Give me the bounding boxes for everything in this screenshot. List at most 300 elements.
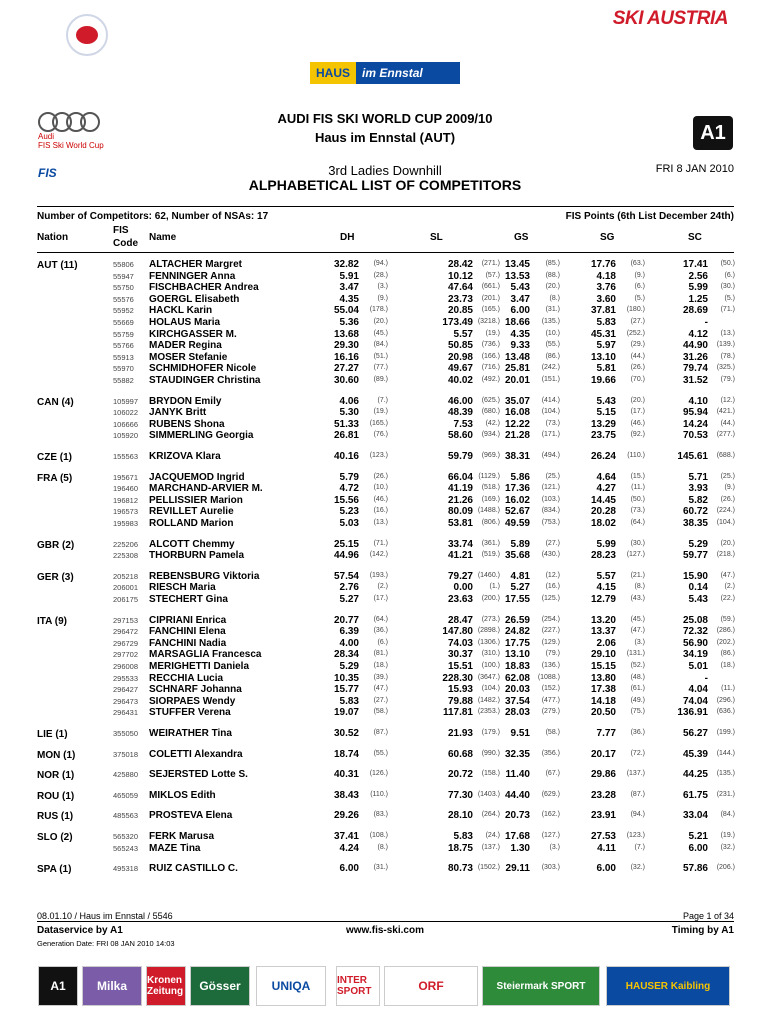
fis-points-rank: (64.) xyxy=(630,519,645,526)
fis-points-value: 5.43 xyxy=(688,594,708,605)
fis-points-value: 34.19 xyxy=(682,649,708,661)
fis-points-rank: (45.) xyxy=(373,329,388,337)
fis-points-rank: (27.) xyxy=(545,539,560,547)
fis-points-value: 27.53 xyxy=(590,831,616,842)
fis-points-value: 17.76 xyxy=(590,259,616,270)
nation-label: RUS (1) xyxy=(37,811,74,823)
fis-points-rank: (11.) xyxy=(721,685,735,693)
competitor-name: ALTACHER Margret xyxy=(149,259,242,270)
competitor-name: COLETTI Alexandra xyxy=(149,748,243,760)
fis-points-value: 5.15 xyxy=(596,407,616,419)
competitor-name: BRYDON Emily xyxy=(149,395,222,407)
fis-points-rank: (162.) xyxy=(541,811,560,819)
fis-points-value: 95.94 xyxy=(682,407,708,419)
document-title: ALPHABETICAL LIST OF COMPETITORS xyxy=(248,177,522,193)
fis-points-rank: (144.) xyxy=(716,749,735,757)
fis-points-rank: (27.) xyxy=(373,696,388,704)
fis-code: 55952 xyxy=(113,306,134,316)
fis-points-value: 15.56 xyxy=(333,494,359,506)
fis-code: 55576 xyxy=(113,294,134,304)
fis-points-rank: (8.) xyxy=(634,583,645,591)
fis-points-rank: (5.) xyxy=(634,294,645,302)
fis-points-value: - xyxy=(704,672,708,684)
fis-points-value: 14.45 xyxy=(590,494,616,506)
fis-points-rank: (166.) xyxy=(481,352,500,360)
competitor-name: FENNINGER Anna xyxy=(149,270,236,282)
fis-points-value: 57.86 xyxy=(682,863,708,875)
fis-points-value: 0.14 xyxy=(688,582,708,594)
fis-points-rank: (94.) xyxy=(373,260,388,267)
fis-points-rank: (142.) xyxy=(369,551,388,559)
fis-points-rank: (84.) xyxy=(720,811,735,819)
fis-points-rank: (10.) xyxy=(545,329,560,337)
fis-points-value: 13.20 xyxy=(590,614,616,626)
fis-points-rank: (430.) xyxy=(541,551,560,559)
fis-points-rank: (32.) xyxy=(720,843,735,851)
fis-points-value: 37.41 xyxy=(333,831,359,842)
fis-points-value: 26.59 xyxy=(504,614,530,626)
fis-code: 55947 xyxy=(113,271,134,281)
fis-points-rank: (55.) xyxy=(545,341,560,349)
website-link[interactable]: www.fis-ski.com xyxy=(346,925,424,936)
fis-points-value: 79.74 xyxy=(682,363,708,375)
fis-points-value: 44.25 xyxy=(682,769,708,781)
fis-points-rank: (277.) xyxy=(716,431,735,439)
fis-points-value: 30.52 xyxy=(333,728,359,739)
competitor-name: THORBURN Pamela xyxy=(149,550,245,562)
competitor-name: JACQUEMOD Ingrid xyxy=(149,471,245,483)
competitors-count: Number of Competitors: 62, Number of NSAs: 17 xyxy=(37,211,269,222)
fis-points-rank: (629.) xyxy=(541,790,560,798)
fis-points-rank: (85.) xyxy=(545,260,560,267)
fis-points-rank: (88.) xyxy=(545,271,560,279)
fis-points-rank: (11.) xyxy=(631,484,645,492)
fis-points-rank: (6.) xyxy=(724,271,735,279)
fis-points-rank: (123.) xyxy=(626,832,645,839)
fis-points-rank: (49.) xyxy=(630,696,645,704)
fis-points-rank: (625.) xyxy=(481,396,500,404)
fis-points-value: 13.68 xyxy=(333,328,359,340)
fis-points-value: 19.07 xyxy=(333,707,359,719)
fis-points-rank: (103.) xyxy=(541,495,560,503)
competitor-name: SCHNARF Johanna xyxy=(149,684,242,696)
fis-points-value: 3.76 xyxy=(596,282,616,294)
competitor-name: KRIZOVA Klara xyxy=(149,451,221,462)
fis-points-rank: (5.) xyxy=(724,294,735,302)
fis-points-value: 49.67 xyxy=(447,363,473,375)
fis-points-value: 66.04 xyxy=(447,471,473,483)
competitor-name: STAUDINGER Christina xyxy=(149,375,261,386)
competitor-name: REBENSBURG Viktoria xyxy=(149,570,260,582)
fis-points-value: 5.82 xyxy=(688,494,708,506)
nation-label: ROU (1) xyxy=(37,790,75,802)
fis-points-value: 5.43 xyxy=(510,282,530,294)
competitor-name: SIMMERLING Georgia xyxy=(149,430,254,442)
nation-label: FRA (5) xyxy=(37,472,73,484)
fis-points-value: 51.33 xyxy=(333,418,359,430)
fis-points-rank: (26.) xyxy=(373,472,388,480)
fis-points-value: 4.35 xyxy=(339,293,359,305)
fis-points-value: 5.21 xyxy=(688,831,708,842)
competitor-name: MARCHAND-ARVIER M. xyxy=(149,483,263,495)
fis-points-rank: (77.) xyxy=(373,364,388,372)
fis-points-value: 28.34 xyxy=(333,649,359,661)
fis-points-value: 20.72 xyxy=(447,769,473,781)
fis-points-value: 28.47 xyxy=(447,614,473,626)
competitor-name: MIKLOS Edith xyxy=(149,789,216,801)
fis-points-value: 6.00 xyxy=(596,863,616,875)
fis-points-rank: (254.) xyxy=(541,615,560,623)
fis-points-rank: (199.) xyxy=(716,729,735,736)
fis-points-value: 28.69 xyxy=(682,305,708,317)
competitor-name: MERIGHETTI Daniela xyxy=(149,661,250,672)
fis-points-value: 3.60 xyxy=(596,293,616,305)
fis-points-value: 60.68 xyxy=(447,748,473,760)
fis-points-rank: (19.) xyxy=(485,329,500,337)
fis-points-value: 32.82 xyxy=(333,259,359,270)
fis-points-value: 9.51 xyxy=(510,728,530,739)
nation-label: SLO (2) xyxy=(37,832,73,843)
fis-points-value: 23.63 xyxy=(447,594,473,605)
event-location: Haus im Ennstal (AUT) xyxy=(314,130,456,145)
fis-points-value: 5.99 xyxy=(688,282,708,294)
fis-points-rank: (27.) xyxy=(630,318,645,325)
fis-points-rank: (201.) xyxy=(481,294,500,302)
fis-points-rank: (55.) xyxy=(373,749,388,757)
fis-points-value: 1.25 xyxy=(688,293,708,305)
fis-points-value: 17.36 xyxy=(504,483,530,495)
fis-points-rank: (227.) xyxy=(541,627,560,635)
fis-points-rank: (46.) xyxy=(630,419,645,427)
fis-points-rank: (136.) xyxy=(541,662,560,669)
fis-points-rank: (139.) xyxy=(716,341,735,349)
fis-points-rank: (2898.) xyxy=(477,627,500,635)
fis-points-value: 18.83 xyxy=(504,661,530,672)
fis-points-value: 20.28 xyxy=(590,506,616,518)
fis-points-value: 28.03 xyxy=(504,707,530,719)
fis-points-value: 4.35 xyxy=(510,328,530,340)
fis-points-value: 13.10 xyxy=(590,351,616,363)
fis-points-value: 2.06 xyxy=(596,637,616,649)
fis-points-rank: (252.) xyxy=(626,329,645,337)
fis-points-rank: (81.) xyxy=(373,650,388,658)
sponsor-logo: A1 xyxy=(38,966,78,1006)
fis-points-value: 41.21 xyxy=(447,550,473,562)
fis-points-value: 4.00 xyxy=(339,637,359,649)
fis-points-value: 20.01 xyxy=(504,375,530,386)
fis-points-value: 17.55 xyxy=(504,594,530,605)
fis-points-rank: (30.) xyxy=(630,539,645,547)
fis-points-rank: (421.) xyxy=(716,408,735,416)
fis-points-value: 136.91 xyxy=(677,707,708,719)
competitor-name: ROLLAND Marion xyxy=(149,518,234,529)
competitor-name: RIESCH Maria xyxy=(149,582,216,594)
fis-points-rank: (104.) xyxy=(541,408,560,416)
competitor-name: SCHMIDHOFER Nicole xyxy=(149,363,257,375)
fis-points-rank: (63.) xyxy=(630,260,645,267)
fis-points-rank: (104.) xyxy=(716,519,735,526)
fis-points-rank: (137.) xyxy=(481,843,500,851)
sponsor-logo: ORF xyxy=(384,966,478,1006)
fis-points-rank: (25.) xyxy=(720,472,735,480)
fis-points-rank: (18.) xyxy=(373,662,388,669)
fis-code: 196460 xyxy=(113,484,139,494)
fis-points-rank: (70.) xyxy=(630,376,645,383)
fis-code: 296431 xyxy=(113,708,139,718)
fis-code: 565320 xyxy=(113,832,139,841)
fis-points-rank: (100.) xyxy=(481,662,500,669)
col-gs: GS xyxy=(514,232,529,243)
fis-points-rank: (28.) xyxy=(373,271,388,279)
competitor-name: MARSAGLIA Francesca xyxy=(149,649,262,661)
fis-points-rank: (169.) xyxy=(481,495,500,503)
fis-points-rank: (2353.) xyxy=(477,708,500,716)
fis-points-rank: (50.) xyxy=(630,495,645,503)
fis-points-rank: (716.) xyxy=(481,364,500,372)
fis-points-value: 55.04 xyxy=(333,305,359,317)
fis-points-value: 37.81 xyxy=(590,305,616,317)
competitor-name: SIORPAES Wendy xyxy=(149,695,236,707)
fis-points-value: 4.72 xyxy=(339,483,359,495)
fis-points-rank: (21.) xyxy=(630,571,645,579)
fis-points-value: 13.29 xyxy=(590,418,616,430)
fis-points-value: 45.39 xyxy=(682,748,708,760)
fis-points-rank: (303.) xyxy=(541,864,560,872)
fis-points-rank: (47.) xyxy=(630,627,645,635)
fis-points-rank: (127.) xyxy=(541,832,560,839)
competitor-name: REVILLET Aurelie xyxy=(149,506,234,518)
fis-points-rank: (3.) xyxy=(549,843,560,851)
fis-points-value: 20.17 xyxy=(590,748,616,760)
competitor-name: HOLAUS Maria xyxy=(149,317,221,328)
fis-points-value: 37.54 xyxy=(504,695,530,707)
nation-label: NOR (1) xyxy=(37,770,75,782)
fis-points-value: 56.27 xyxy=(682,728,708,739)
fis-points-rank: (29.) xyxy=(630,341,645,349)
fis-code: 295533 xyxy=(113,673,139,683)
fis-points-rank: (18.) xyxy=(720,662,735,669)
fis-points-value: 2.56 xyxy=(688,270,708,282)
fis-points-rank: (9.) xyxy=(634,271,645,279)
fis-points-value: 31.52 xyxy=(682,375,708,386)
competitor-name: STUFFER Verena xyxy=(149,707,231,719)
fis-code: 106666 xyxy=(113,419,139,429)
fis-points-value: 4.04 xyxy=(688,684,708,696)
fis-points-rank: (126.) xyxy=(369,770,388,778)
fis-points-rank: (84.) xyxy=(373,341,388,349)
fis-points-value: 29.11 xyxy=(505,863,530,875)
fis-points-rank: (834.) xyxy=(541,507,560,515)
fis-points-rank: (178.) xyxy=(369,306,388,314)
fis-points-value: 4.12 xyxy=(688,328,708,340)
fis-points-value: 80.73 xyxy=(447,863,473,875)
fis-points-value: 16.08 xyxy=(504,407,530,419)
fis-points-rank: (48.) xyxy=(630,673,645,681)
nation-label: MON (1) xyxy=(37,749,76,761)
fis-points-rank: (86.) xyxy=(720,650,735,658)
fis-logo: FIS xyxy=(38,166,57,180)
fis-code: 296472 xyxy=(113,627,139,637)
fis-points-value: 5.91 xyxy=(339,270,359,282)
fis-points-rank: (3.) xyxy=(634,638,645,646)
competitor-name: FANCHINI Elena xyxy=(149,626,226,638)
fis-code: 55806 xyxy=(113,260,134,269)
fis-points-rank: (72.) xyxy=(630,749,645,757)
fis-code: 296473 xyxy=(113,696,139,706)
fis-points-value: 20.77 xyxy=(333,614,359,626)
fis-points-value: 35.68 xyxy=(504,550,530,562)
fis-points-value: 5.27 xyxy=(510,582,530,594)
fis-code: 225308 xyxy=(113,551,139,561)
haus-logo-part-a: HAUS xyxy=(310,62,356,84)
fis-points-value: 80.09 xyxy=(447,506,473,518)
nation-label: SPA (1) xyxy=(37,864,72,876)
fis-points-rank: (129.) xyxy=(541,638,560,646)
fis-points-value: 35.07 xyxy=(504,395,530,407)
fis-points-rank: (264.) xyxy=(481,811,500,819)
fis-points-rank: (218.) xyxy=(716,551,735,559)
fis-points-rank: (2.) xyxy=(724,583,735,591)
fis-points-rank: (325.) xyxy=(716,364,735,372)
fis-points-rank: (1460.) xyxy=(477,571,500,579)
fis-points-rank: (78.) xyxy=(720,352,735,360)
fis-points-value: 38.43 xyxy=(333,789,359,801)
fis-points-value: 20.98 xyxy=(447,351,473,363)
fis-points-value: 17.41 xyxy=(682,259,708,270)
fis-points-value: 74.03 xyxy=(447,637,473,649)
audi-world-cup-logo: Audi FIS Ski World Cup xyxy=(38,132,104,150)
fis-points-rank: (8.) xyxy=(377,843,388,851)
fis-points-rank: (9.) xyxy=(377,294,388,302)
fis-points-value: 29.10 xyxy=(590,649,616,661)
fis-code: 296008 xyxy=(113,662,139,671)
fis-points-value: 29.30 xyxy=(333,340,359,352)
fis-points-value: 61.75 xyxy=(682,789,708,801)
a1-logo: A1 xyxy=(693,116,733,150)
fis-points-rank: (59.) xyxy=(720,615,735,623)
fis-code: 55669 xyxy=(113,318,134,327)
fis-points-rank: (67.) xyxy=(545,770,560,778)
col-code: Code xyxy=(113,238,138,249)
fis-code: 297153 xyxy=(113,615,139,625)
fis-points-value: 18.75 xyxy=(447,842,473,854)
fis-points-rank: (58.) xyxy=(373,708,388,716)
fis-points-rank: (1482.) xyxy=(477,696,500,704)
fis-points-value: 44.90 xyxy=(682,340,708,352)
competitor-name: KIRCHGASSER M. xyxy=(149,328,237,340)
fis-code: 196812 xyxy=(113,495,139,505)
fis-code: 196573 xyxy=(113,507,139,517)
competitor-name: CIPRIANI Enrica xyxy=(149,614,227,626)
fis-points-value: 26.24 xyxy=(590,451,616,462)
fis-points-value: 21.26 xyxy=(447,494,473,506)
fis-points-rank: (57.) xyxy=(485,271,500,279)
col-sc: SC xyxy=(688,232,702,243)
fis-points-rank: (45.) xyxy=(630,615,645,623)
fis-points-value: 16.02 xyxy=(504,494,530,506)
fis-points-value: 5.57 xyxy=(596,570,616,582)
fis-points-value: 7.53 xyxy=(453,418,473,430)
competitor-name: MAZE Tina xyxy=(149,842,201,854)
fis-points-value: 5.83 xyxy=(596,317,616,328)
fis-points-value: 40.02 xyxy=(447,375,473,386)
fis-points-rank: (20.) xyxy=(720,539,735,547)
competitor-name: FANCHINI Nadia xyxy=(149,637,227,649)
fis-points-rank: (1129.) xyxy=(478,472,500,480)
fis-points-rank: (231.) xyxy=(716,790,735,798)
competitor-name: MADER Regina xyxy=(149,340,222,352)
fis-points-rank: (13.) xyxy=(373,519,388,526)
nation-label: AUT (11) xyxy=(37,260,78,271)
fis-points-value: 57.54 xyxy=(333,570,359,582)
sponsor-logo: Steiermark SPORT xyxy=(482,966,600,1006)
fis-points-rank: (8.) xyxy=(549,294,560,302)
fis-points-rank: (79.) xyxy=(545,650,560,658)
fis-points-value: 5.23 xyxy=(339,506,359,518)
fis-points-rank: (108.) xyxy=(369,832,388,839)
fis-points-rank: (17.) xyxy=(373,595,388,602)
fis-points-value: 40.16 xyxy=(333,451,359,462)
fis-points-value: 15.93 xyxy=(447,684,473,696)
fis-code: 195671 xyxy=(113,472,139,482)
sponsor-logo: Kronen Zeitung xyxy=(146,966,186,1006)
fis-points-rank: (135.) xyxy=(716,770,735,778)
competitor-name: MOSER Stefanie xyxy=(149,351,228,363)
dataservice: Dataservice by A1 xyxy=(37,925,123,936)
fis-points-rank: (296.) xyxy=(716,696,735,704)
fis-points-rank: (279.) xyxy=(541,708,560,716)
fis-points-value: 23.91 xyxy=(590,810,616,822)
fis-points-rank: (47.) xyxy=(373,685,388,693)
fis-code: 55913 xyxy=(113,352,134,362)
fis-points-rank: (76.) xyxy=(373,431,388,439)
nation-label: LIE (1) xyxy=(37,729,68,740)
fis-points-rank: (58.) xyxy=(545,729,560,736)
fis-points-rank: (492.) xyxy=(481,376,500,383)
fis-points-rank: (1403.) xyxy=(477,790,500,798)
fis-points-value: 4.24 xyxy=(339,842,359,854)
fis-points-value: 4.81 xyxy=(510,570,530,582)
fis-points-value: 5.71 xyxy=(688,471,708,483)
fis-points-rank: (42.) xyxy=(485,419,500,427)
fis-points-rank: (1502.) xyxy=(477,864,500,872)
fis-points-value: 13.37 xyxy=(590,626,616,638)
fis-points-rank: (30.) xyxy=(720,283,735,291)
fis-points-value: 12.79 xyxy=(590,594,616,605)
fis-points-value: 70.53 xyxy=(682,430,708,442)
fis-points-value: 5.79 xyxy=(339,471,359,483)
fis-points-value: 38.35 xyxy=(682,518,708,529)
fis-points-value: 28.42 xyxy=(447,259,473,270)
fis-points-value: 6.00 xyxy=(510,305,530,317)
fis-points-rank: (361.) xyxy=(481,539,500,547)
fis-points-value: 17.68 xyxy=(504,831,530,842)
fis-points-rank: (64.) xyxy=(373,615,388,623)
fis-code: 205218 xyxy=(113,571,139,581)
col-dh: DH xyxy=(340,232,355,243)
fis-points-rank: (43.) xyxy=(630,595,645,602)
fis-points-value: 23.73 xyxy=(447,293,473,305)
fis-points-value: 15.51 xyxy=(447,661,473,672)
fis-code: 375018 xyxy=(113,749,139,759)
fis-points-rank: (92.) xyxy=(630,431,645,439)
fis-points-value: 16.16 xyxy=(333,351,359,363)
fis-points-rank: (44.) xyxy=(630,352,645,360)
fis-points-value: 29.26 xyxy=(333,810,359,822)
fis-points-rank: (46.) xyxy=(373,495,388,503)
fis-points-value: 13.45 xyxy=(504,259,530,270)
col-fis: FIS xyxy=(113,225,129,236)
